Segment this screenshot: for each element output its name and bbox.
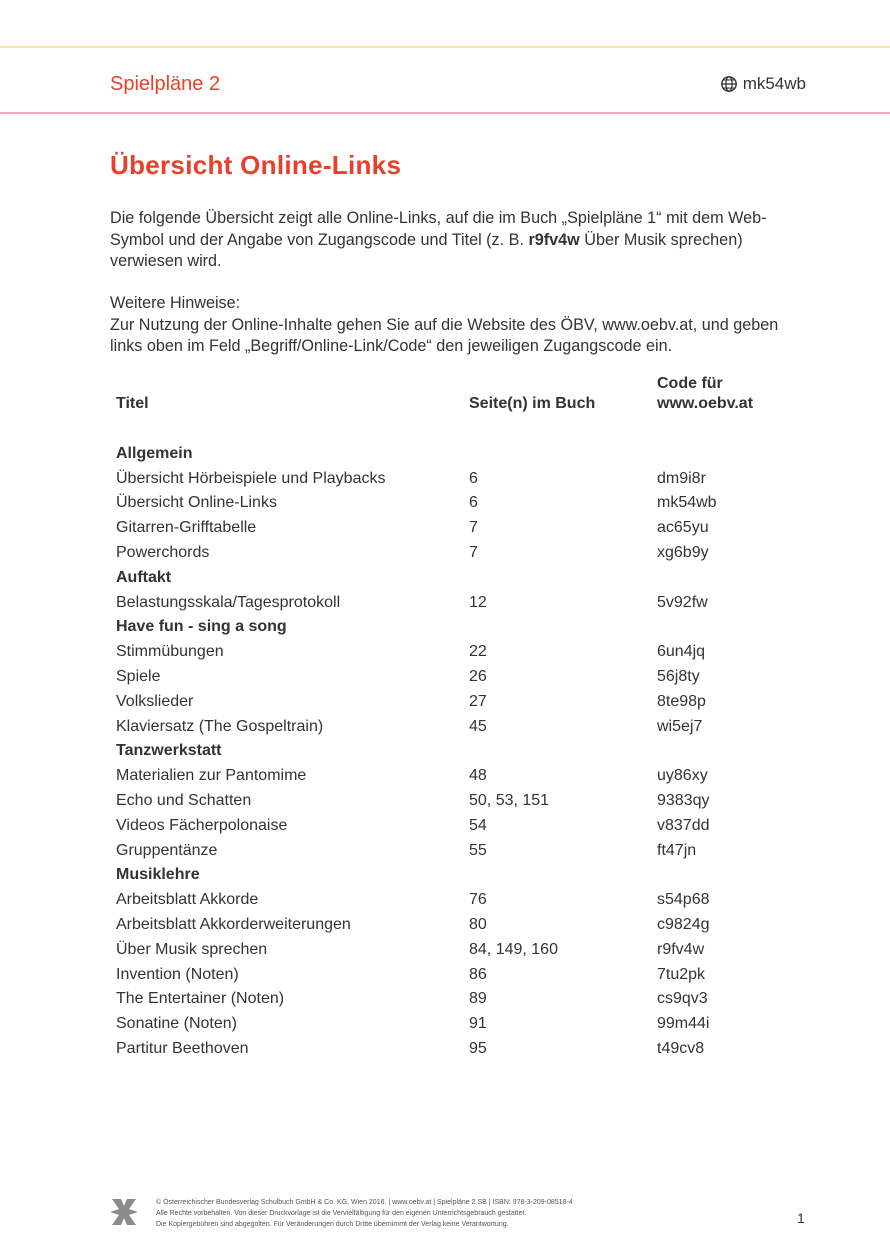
section-heading: Auftakt xyxy=(116,568,172,586)
link-code: ac65yu xyxy=(657,519,709,537)
page-number: 1 xyxy=(797,1210,805,1226)
link-pages: 12 xyxy=(469,593,487,611)
link-pages: 55 xyxy=(469,841,487,859)
link-code: r9fv4w xyxy=(657,940,705,958)
table-row xyxy=(110,488,797,513)
section-row xyxy=(110,438,797,463)
link-pages: 91 xyxy=(469,1015,487,1033)
web-code: mk54wb xyxy=(742,74,806,93)
web-code-badge xyxy=(720,74,806,94)
link-title: Arbeitsblatt Akkorde xyxy=(116,891,259,909)
link-code: uy86xy xyxy=(657,767,708,785)
link-title: The Entertainer (Noten) xyxy=(116,990,285,1008)
table-row xyxy=(110,711,797,736)
table-row xyxy=(110,512,797,537)
link-code: 99m44i xyxy=(657,1015,710,1033)
header-rule xyxy=(0,112,890,114)
table-row xyxy=(110,1008,797,1033)
header-title: Titel xyxy=(116,395,149,412)
link-title: Sonatine (Noten) xyxy=(116,1015,237,1033)
table-row xyxy=(110,984,797,1009)
link-code: mk54wb xyxy=(657,494,717,512)
intro-paragraph xyxy=(110,208,780,273)
link-title: Partitur Beethoven xyxy=(116,1039,249,1057)
link-code: wi5ej7 xyxy=(657,717,703,735)
link-pages: 76 xyxy=(469,891,487,909)
link-title: Stimmübungen xyxy=(116,643,224,661)
table-row xyxy=(110,587,797,612)
table-row xyxy=(110,810,797,835)
link-code: 7tu2pk xyxy=(657,965,706,983)
hints-block xyxy=(110,293,800,358)
globe-icon xyxy=(720,75,738,93)
link-code: 6un4jq xyxy=(657,643,706,661)
table-row xyxy=(110,1033,797,1058)
footer-line-1: © Österreichischer Bundesverlag Schulbuch GmbH & Co. KG, Wien 2016. | www.oebv.at | Spielpläne 2 SB | ISBN: 978-3-209-08518-4 xyxy=(156,1199,573,1206)
top-rule xyxy=(0,46,890,48)
intro-text-1: Die folgende Übersicht zeigt alle Online-Links, auf die im Buch „Spielpläne 1“ mit dem Web-Symbol und der Angabe von Zugangscode und Titel (z. B. xyxy=(110,209,767,249)
link-pages: 7 xyxy=(469,543,478,561)
link-title: Belastungsskala/Tagesprotokoll xyxy=(116,593,341,611)
link-pages: 45 xyxy=(469,717,487,735)
links-table-body xyxy=(110,418,797,1058)
link-pages: 6 xyxy=(469,469,478,487)
section-row xyxy=(110,562,797,587)
header-code-line1: Code für xyxy=(657,375,723,392)
table-row xyxy=(110,934,797,959)
link-title: Spiele xyxy=(116,667,161,685)
link-code: 9383qy xyxy=(657,791,710,809)
link-code: v837dd xyxy=(657,816,710,834)
links-table xyxy=(110,374,797,1058)
footer-text xyxy=(156,1197,573,1230)
link-pages: 95 xyxy=(469,1039,487,1057)
link-code: c9824g xyxy=(657,915,710,933)
link-pages: 48 xyxy=(469,767,487,785)
header-code xyxy=(651,374,797,418)
table-row xyxy=(110,760,797,785)
link-pages: 26 xyxy=(469,667,487,685)
link-title: Gitarren-Grifftabelle xyxy=(116,519,257,537)
section-heading: Tanzwerkstatt xyxy=(116,742,222,760)
link-pages: 27 xyxy=(469,692,487,710)
table-row xyxy=(110,463,797,488)
section-row xyxy=(110,612,797,637)
link-pages: 22 xyxy=(469,643,487,661)
link-title: Übersicht Hörbeispiele und Playbacks xyxy=(116,469,386,487)
table-row xyxy=(110,835,797,860)
intro-example-code: r9fv4w xyxy=(528,230,580,249)
link-pages: 6 xyxy=(469,494,478,512)
link-title: Übersicht Online-Links xyxy=(116,494,277,512)
header-code-line2: www.oebv.at xyxy=(657,395,754,412)
section-row xyxy=(110,736,797,761)
table-row xyxy=(110,884,797,909)
link-title: Klaviersatz (The Gospeltrain) xyxy=(116,717,324,735)
section-heading: Musiklehre xyxy=(116,866,200,884)
link-code: 5v92fw xyxy=(657,593,708,611)
link-title: Invention (Noten) xyxy=(116,965,239,983)
link-code: 56j8ty xyxy=(657,667,700,685)
intro-text-2: Über Musik sprechen) verwiesen wird. xyxy=(110,230,743,270)
link-pages: 80 xyxy=(469,915,487,933)
link-title: Powerchords xyxy=(116,543,210,561)
link-title: Echo und Schatten xyxy=(116,791,252,809)
publisher-logo xyxy=(108,1196,140,1228)
link-title: Materialien zur Pantomime xyxy=(116,767,307,785)
link-title: Videos Fächerpolonaise xyxy=(116,816,288,834)
book-title: Spielpläne 2 xyxy=(110,73,221,95)
page-title: Übersicht Online-Links xyxy=(110,150,402,180)
hints-text: Zur Nutzung der Online-Inhalte gehen Sie auf die Website des ÖBV, www.oebv.at, und geben links oben im Feld „Begriff/Online-Link/Code“ den jeweiligen Zugangscode ein. xyxy=(110,315,779,355)
header-pages: Seite(n) im Buch xyxy=(469,395,596,412)
table-header-row xyxy=(110,374,797,418)
link-code: cs9qv3 xyxy=(657,990,708,1008)
table-row xyxy=(110,959,797,984)
link-pages: 50, 53, 151 xyxy=(469,791,550,809)
table-row xyxy=(110,785,797,810)
table-row xyxy=(110,537,797,562)
link-pages: 54 xyxy=(469,816,487,834)
footer-line-2: Alle Rechte vorbehalten. Von dieser Druckvorlage ist die Vervielfältigung für den eigenen Unterrichtsgebrauch gestattet. xyxy=(156,1210,527,1217)
link-pages: 89 xyxy=(469,990,487,1008)
link-title: Über Musik sprechen xyxy=(116,940,268,958)
link-title: Arbeitsblatt Akkorderweiterungen xyxy=(116,915,351,933)
link-title: Volkslieder xyxy=(116,692,194,710)
link-code: xg6b9y xyxy=(657,543,709,561)
link-pages: 7 xyxy=(469,519,478,537)
spacer-cell xyxy=(110,418,797,438)
link-title: Gruppentänze xyxy=(116,841,218,859)
link-code: s54p68 xyxy=(657,891,710,909)
link-code: ft47jn xyxy=(657,841,697,859)
footer-line-3: Die Kopiergebühren sind abgegolten. Für Veränderungen durch Dritte übernimmt der Verlag keine Verantwortung. xyxy=(156,1221,509,1228)
table-row xyxy=(110,661,797,686)
section-heading: Have fun - sing a song xyxy=(116,618,287,636)
hints-heading: Weitere Hinweise: xyxy=(110,294,241,312)
table-spacer xyxy=(110,418,797,438)
link-code: dm9i8r xyxy=(657,469,706,487)
table-row xyxy=(110,636,797,661)
table-row xyxy=(110,686,797,711)
link-code: t49cv8 xyxy=(657,1039,705,1057)
link-code: 8te98p xyxy=(657,692,706,710)
link-pages: 84, 149, 160 xyxy=(469,940,558,958)
link-pages: 86 xyxy=(469,965,487,983)
section-heading: Allgemein xyxy=(116,444,193,462)
table-row xyxy=(110,909,797,934)
section-row xyxy=(110,860,797,885)
